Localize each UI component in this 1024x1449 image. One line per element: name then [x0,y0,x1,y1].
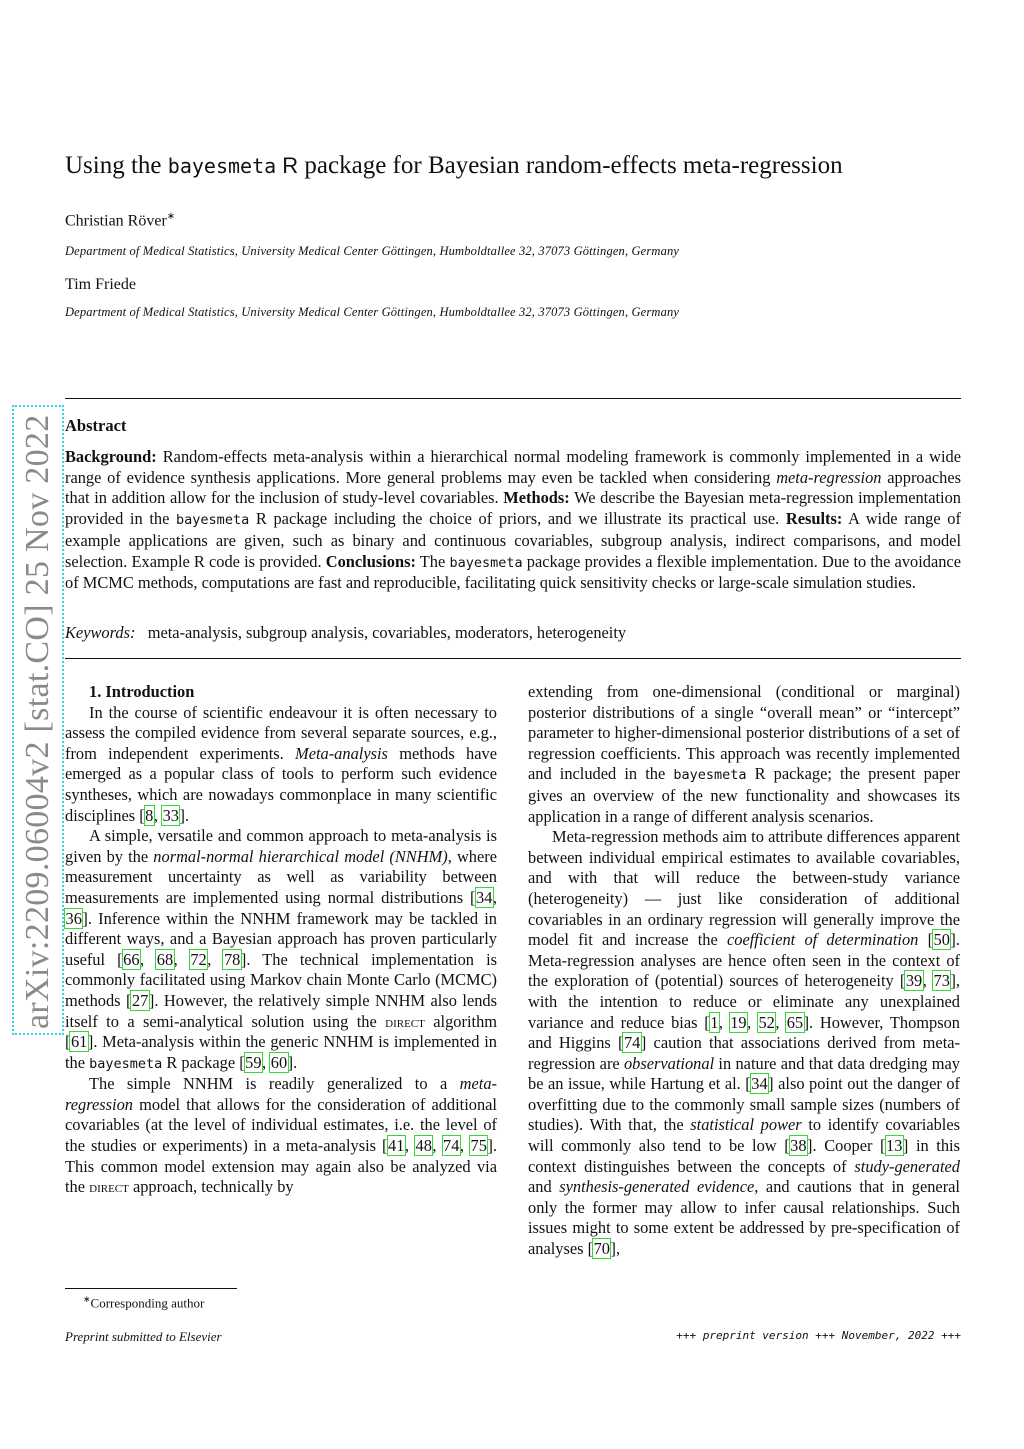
section-heading: 1. Introduction [89,682,195,701]
citation-link[interactable]: 61 [70,1032,88,1052]
paragraph: A simple, versatile and common approach to meta-analysis is given by the normal-normal hierarchical model (NNHM), where measurement uncertainty as well as variability between measurements are implemented using normal distributions [34, 36]. Inference within the NNHM framework may be tackled in different ways, and a Bayesian approach has proven particularly useful [66, 68, 72, 78]. The technical implementation is commonly facilitated using Markov chain Monte Carlo (MCMC) methods [27]. However, the relatively simple NNHM also lends itself to a semi-analytical solution using the direct algorithm [61]. Meta-analysis within the generic NNHM is implemented in the bayesmeta R package [59, 60]. [65,826,498,1072]
citation-link[interactable]: 1 [710,1012,719,1032]
citation-link[interactable]: 75 [470,1136,487,1156]
preprint-notice: Preprint submitted to Elsevier [65,1329,222,1344]
citation-link[interactable]: 68 [156,949,174,969]
keywords: Keywords: meta-analysis, subgroup analysis, covariables, moderators, heterogeneity [65,623,627,642]
citation-link[interactable]: 52 [758,1012,775,1032]
citation-link[interactable]: 34 [476,887,493,907]
citation-link[interactable]: 19 [730,1012,747,1032]
package-name: bayesmeta [167,154,277,178]
citation-link[interactable]: 48 [415,1136,432,1156]
citation-link[interactable]: 13 [886,1136,903,1156]
citation-link[interactable]: 36 [65,908,82,928]
version-notice: +++ preprint version +++ November, 2022 +++ [676,1329,961,1342]
citation-link[interactable]: 59 [245,1052,262,1072]
citation-link[interactable]: 70 [593,1239,610,1259]
author-affiliation: Department of Medical Statistics, University Medical Center Göttingen, Humboldtallee 32, 37073 Göttingen, Germany [65,305,680,319]
citation-link[interactable]: 74 [623,1033,641,1053]
citation-link[interactable]: 74 [443,1136,460,1156]
abstract-top-rule [65,398,961,399]
paper-title: Using the bayesmeta R package for Bayesian random-effects meta-regression [65,152,843,179]
citation-link[interactable]: 78 [223,949,241,969]
citation-link[interactable]: 73 [933,971,950,991]
citation-link[interactable]: 60 [270,1052,288,1072]
author-name: Christian Röver∗ [65,211,176,230]
citation-link[interactable]: 66 [123,949,140,969]
citation-link[interactable]: 39 [905,971,923,991]
footnote: ∗Corresponding author [83,1294,205,1311]
right-column [528,682,960,1260]
abstract-heading: Abstract [65,416,127,435]
paragraph: extending from one-dimensional (conditional or marginal) posterior distributions of a single “overall mean” or “intercept” parameter to higher-dimensional posterior distributions of a set of regression coefficients. This approach was recently implemented and included in the bayesmeta R package; the present paper gives an overview of the new functionality and showcases its application in a range of different analysis scenarios. [528,682,960,826]
citation-link[interactable]: 72 [190,949,207,969]
citation-link[interactable]: 65 [786,1012,804,1032]
arxiv-identifier[interactable]: arXiv:2209.06004v2 [stat.CO] 25 Nov 2022 [12,405,64,1035]
paragraph: Meta-regression methods aim to attribute differences apparent between individual empirical estimates to available covariables, and with that will reduce the between-study variance (heterogeneity) — just like consideration of additional covariables in an ordinary regression will generally improve the model fit and increase the coefficient of determination [50]. Meta-regression analyses are hence often seen in the context of the exploration of (potential) sources of heterogeneity [39, 73], with the intention to reduce or eliminate any unexplained variance and reduce bias [1, 19, 52, 65]. However, Thompson and Higgins [74] caution that associations derived from meta-regression are observational in nature and that data dredging may be an issue, while Hartung et al. [34] also point out the danger of overfitting due to the commonly small sample sizes (numbers of studies). With that, the statistical power to identify covariables will commonly also tend to be low [38]. Cooper [13] in this context distinguishes between the concepts of study-generated and synthesis-generated evidence, and cautions that in general only the former may allow to infer causal relationships. Such issues might to some extent be addressed by pre-specification of analyses [70], [528,827,961,1259]
author-affiliation: Department of Medical Statistics, University Medical Center Göttingen, Humboldtallee 32, 37073 Göttingen, Germany [65,244,680,258]
citation-link[interactable]: 33 [162,805,179,825]
footnote-rule [65,1288,237,1289]
citation-link[interactable]: 27 [131,990,149,1010]
citation-link[interactable]: 38 [790,1136,807,1156]
abstract-bottom-rule [65,658,961,659]
author-name: Tim Friede [65,276,136,293]
paragraph: The simple NNHM is readily generalized to a meta-regression model that allows for the consideration of additional covariables (at the level of individual estimates, i.e. the level of the studies or experiments) in a meta-analysis [41, 48, 74, 75]. This common model extension may again also be analyzed via the direct approach, technically by [65,1074,497,1197]
citation-link[interactable]: 34 [751,1074,768,1094]
left-column [65,682,497,1198]
citation-link[interactable]: 50 [933,930,950,950]
abstract-body: Background: Random-effects meta-analysis within a hierarchical normal modeling framework is commonly implemented in a wide range of evidence synthesis applications. More general problems may even be tackled when considering meta-regression approaches that in addition allow for the inclusion of study-level covariables. Methods: We describe the Bayesian meta-regression implementation provided in the bayesmeta R package including the choice of priors, and we illustrate its practical use. Results: A wide range of example applications are given, such as binary and continuous covariables, subgroup analysis, indirect comparisons, and model selection. Example R code is provided. Conclusions: The bayesmeta package provides a flexible implementation. Due to the avoidance of MCMC methods, computations are fast and reproducible, facilitating quick sensitivity checks or large-scale simulation studies. [65,447,961,593]
citation-link[interactable]: 8 [145,805,154,825]
paragraph: In the course of scientific endeavour it is often necessary to assess the compiled evidence from several separate sources, e.g., from independent experiments. Meta-analysis methods have emerged as a popular class of tools to perform such evidence syntheses, which are nowadays commonplace in many scientific disciplines [8, 33]. [65,702,497,825]
citation-link[interactable]: 41 [388,1136,405,1156]
